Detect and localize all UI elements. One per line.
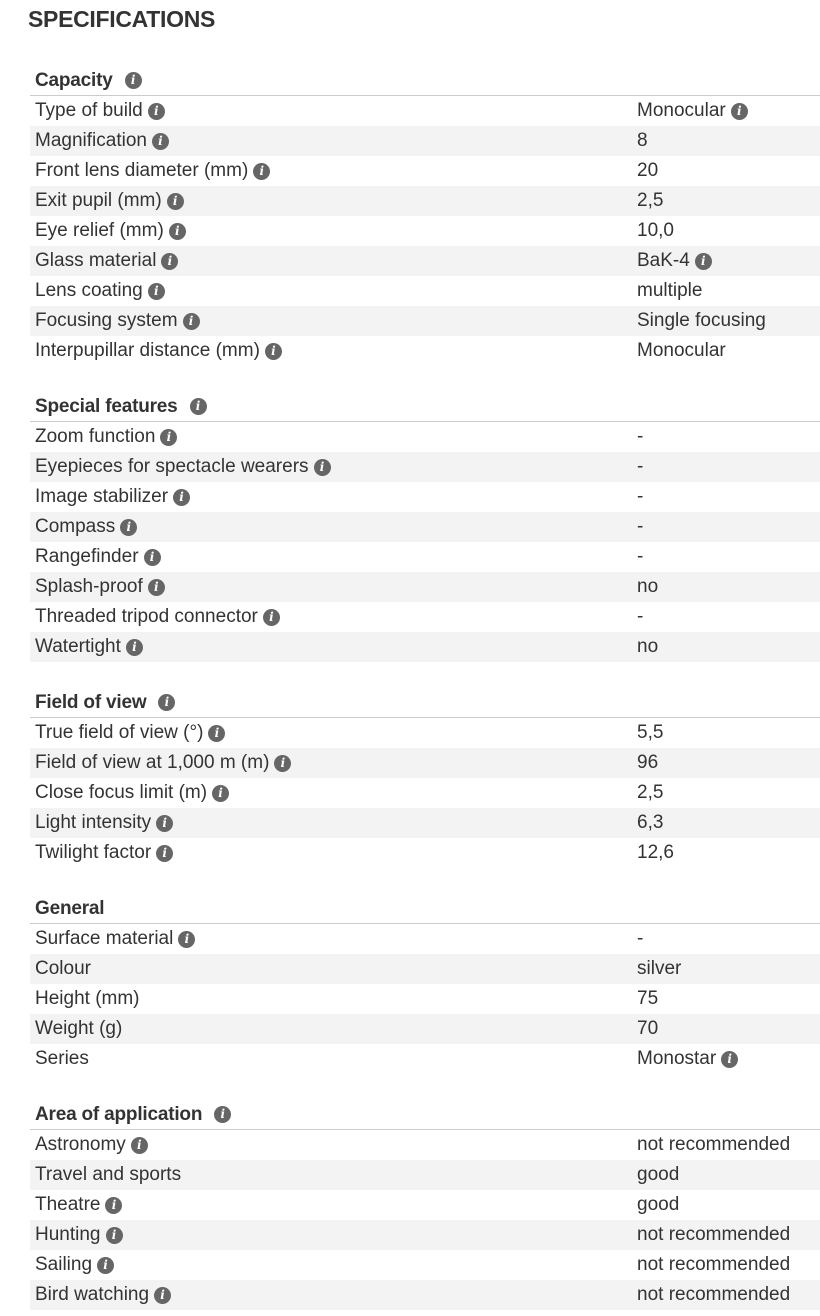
spec-value-text: not recommended bbox=[637, 1254, 791, 1275]
info-icon[interactable]: i bbox=[152, 133, 169, 150]
info-icon[interactable]: i bbox=[125, 72, 142, 89]
spec-label bbox=[30, 456, 637, 478]
info-icon[interactable]: i bbox=[253, 163, 270, 180]
info-icon[interactable]: i bbox=[167, 193, 184, 210]
spec-row-front-lens-diameter-mm bbox=[30, 156, 820, 186]
spec-row-true-field-of-view bbox=[30, 718, 820, 748]
spec-value bbox=[637, 426, 820, 448]
section-general bbox=[30, 894, 820, 1074]
spec-row-bird-watching bbox=[30, 1280, 820, 1310]
spec-value bbox=[637, 1224, 820, 1246]
spec-row-close-focus-limit-m bbox=[30, 778, 820, 808]
spec-label-text: Focusing system bbox=[35, 310, 178, 331]
spec-label-text: Front lens diameter (mm) bbox=[35, 160, 249, 181]
spec-row-series bbox=[30, 1044, 820, 1074]
spec-label bbox=[30, 1164, 637, 1186]
info-icon[interactable]: i bbox=[126, 639, 143, 656]
spec-label-text: Exit pupil (mm) bbox=[35, 190, 162, 211]
info-icon[interactable]: i bbox=[212, 785, 229, 802]
info-icon[interactable]: i bbox=[144, 549, 161, 566]
section-special-features bbox=[30, 392, 820, 662]
spec-row-magnification bbox=[30, 126, 820, 156]
spec-row-weight-g bbox=[30, 1014, 820, 1044]
spec-label bbox=[30, 100, 637, 122]
spec-label-text: Series bbox=[35, 1048, 89, 1069]
info-icon[interactable]: i bbox=[160, 429, 177, 446]
spec-label bbox=[30, 1224, 637, 1246]
info-icon[interactable]: i bbox=[263, 609, 280, 626]
spec-label bbox=[30, 752, 637, 774]
spec-label-text: Astronomy bbox=[35, 1134, 126, 1155]
info-icon[interactable]: i bbox=[131, 1137, 148, 1154]
spec-label bbox=[30, 486, 637, 508]
spec-row-lens-coating bbox=[30, 276, 820, 306]
spec-row-rangefinder bbox=[30, 542, 820, 572]
info-icon[interactable]: i bbox=[105, 1197, 122, 1214]
page-title: SPECIFICATIONS bbox=[28, 6, 216, 32]
spec-value-text: - bbox=[637, 606, 644, 627]
section-title: Area of application bbox=[35, 1103, 203, 1125]
spec-value-text: Monostar bbox=[637, 1048, 717, 1069]
spec-value bbox=[637, 842, 820, 864]
spec-row-surface-material bbox=[30, 924, 820, 954]
spec-value bbox=[637, 1194, 820, 1216]
spec-table bbox=[30, 924, 820, 1074]
spec-value-text: good bbox=[637, 1164, 680, 1185]
spec-value-text: good bbox=[637, 1194, 680, 1215]
spec-label bbox=[30, 190, 637, 212]
spec-value-text: no bbox=[637, 576, 659, 597]
section-header bbox=[30, 894, 820, 924]
info-icon[interactable]: i bbox=[156, 815, 173, 832]
spec-value bbox=[637, 928, 820, 950]
info-icon[interactable]: i bbox=[148, 103, 165, 120]
spec-row-interpupillar-distance-mm bbox=[30, 336, 820, 366]
spec-row-height-mm bbox=[30, 984, 820, 1014]
spec-value-text: not recommended bbox=[637, 1284, 791, 1305]
spec-label bbox=[30, 1048, 637, 1070]
spec-value bbox=[637, 340, 820, 362]
spec-label-text: Compass bbox=[35, 516, 116, 537]
info-icon[interactable]: i bbox=[190, 398, 207, 415]
spec-row-field-of-view-at-1-000-m-m bbox=[30, 748, 820, 778]
spec-value bbox=[637, 546, 820, 568]
spec-row-astronomy bbox=[30, 1130, 820, 1160]
spec-value-text: 96 bbox=[637, 752, 659, 773]
spec-value-text: 8 bbox=[637, 130, 648, 151]
spec-row-theatre bbox=[30, 1190, 820, 1220]
spec-value-text: - bbox=[637, 546, 644, 567]
spec-row-splash-proof bbox=[30, 572, 820, 602]
info-icon[interactable]: i bbox=[173, 489, 190, 506]
spec-label bbox=[30, 1284, 637, 1306]
spec-label-text: Interpupillar distance (mm) bbox=[35, 340, 260, 361]
spec-value-text: - bbox=[637, 426, 644, 447]
spec-row-glass-material bbox=[30, 246, 820, 276]
spec-label bbox=[30, 516, 637, 538]
spec-row-watertight bbox=[30, 632, 820, 662]
spec-label bbox=[30, 1018, 637, 1040]
spec-label bbox=[30, 988, 637, 1010]
spec-value bbox=[637, 250, 820, 272]
spec-value-text: not recommended bbox=[637, 1224, 791, 1245]
spec-value bbox=[637, 1284, 820, 1306]
spec-row-zoom-function bbox=[30, 422, 820, 452]
section-area-of-application bbox=[30, 1100, 820, 1310]
spec-label bbox=[30, 722, 637, 744]
info-icon[interactable]: i bbox=[731, 103, 748, 120]
spec-value-text: 6,3 bbox=[637, 812, 664, 833]
spec-value-text: - bbox=[637, 486, 644, 507]
spec-row-eyepieces-for-spectacle-wearers bbox=[30, 452, 820, 482]
spec-value-text: Monocular bbox=[637, 340, 726, 361]
info-icon[interactable]: i bbox=[158, 694, 175, 711]
spec-label bbox=[30, 782, 637, 804]
spec-value bbox=[637, 606, 820, 628]
section-capacity bbox=[30, 66, 820, 366]
spec-label-text: Splash-proof bbox=[35, 576, 143, 597]
spec-label bbox=[30, 220, 637, 242]
spec-value-text: Single focusing bbox=[637, 310, 766, 331]
spec-value-text: 75 bbox=[637, 988, 659, 1009]
spec-value-text: - bbox=[637, 928, 644, 949]
info-icon[interactable]: i bbox=[148, 283, 165, 300]
spec-row-sailing bbox=[30, 1250, 820, 1280]
spec-label-text: Threaded tripod connector bbox=[35, 606, 258, 627]
info-icon[interactable]: i bbox=[274, 755, 291, 772]
spec-label bbox=[30, 546, 637, 568]
spec-value bbox=[637, 1048, 820, 1070]
spec-value bbox=[637, 130, 820, 152]
info-icon[interactable]: i bbox=[97, 1257, 114, 1274]
spec-label-text: Surface material bbox=[35, 928, 174, 949]
info-icon[interactable]: i bbox=[148, 579, 165, 596]
spec-value bbox=[637, 636, 820, 658]
spec-label-text: Hunting bbox=[35, 1224, 101, 1245]
spec-value bbox=[637, 486, 820, 508]
spec-label bbox=[30, 1194, 637, 1216]
spec-label-text: Bird watching bbox=[35, 1284, 150, 1305]
spec-value-text: not recommended bbox=[637, 1134, 791, 1155]
spec-label-text: Light intensity bbox=[35, 812, 152, 833]
spec-value-text: 20 bbox=[637, 160, 659, 181]
info-icon[interactable]: i bbox=[721, 1051, 738, 1068]
spec-label bbox=[30, 310, 637, 332]
info-icon[interactable]: i bbox=[178, 931, 195, 948]
section-header bbox=[30, 66, 820, 96]
section-header bbox=[30, 1100, 820, 1130]
spec-row-travel-and-sports bbox=[30, 1160, 820, 1190]
spec-value-text: 2,5 bbox=[637, 190, 664, 211]
spec-label bbox=[30, 130, 637, 152]
spec-value bbox=[637, 190, 820, 212]
spec-value-text: no bbox=[637, 636, 659, 657]
spec-label-text: Height (mm) bbox=[35, 988, 140, 1009]
spec-value-text: - bbox=[637, 456, 644, 477]
spec-label-text: Zoom function bbox=[35, 426, 156, 447]
spec-value bbox=[637, 576, 820, 598]
info-icon[interactable]: i bbox=[154, 1287, 171, 1304]
section-field-of-view bbox=[30, 688, 820, 868]
info-icon[interactable]: i bbox=[161, 253, 178, 270]
spec-value bbox=[637, 988, 820, 1010]
spec-label bbox=[30, 842, 637, 864]
spec-value bbox=[637, 1134, 820, 1156]
spec-label-text: Watertight bbox=[35, 636, 121, 657]
info-icon[interactable]: i bbox=[106, 1227, 123, 1244]
spec-value bbox=[637, 958, 820, 980]
info-icon[interactable]: i bbox=[120, 519, 137, 536]
spec-row-twilight-factor bbox=[30, 838, 820, 868]
spec-row-image-stabilizer bbox=[30, 482, 820, 512]
spec-label bbox=[30, 928, 637, 950]
spec-table bbox=[30, 1130, 820, 1310]
spec-table bbox=[30, 718, 820, 868]
spec-value-text: multiple bbox=[637, 280, 703, 301]
spec-label-text: Eye relief (mm) bbox=[35, 220, 164, 241]
spec-label-text: Magnification bbox=[35, 130, 147, 151]
spec-row-eye-relief-mm bbox=[30, 216, 820, 246]
spec-value bbox=[637, 1164, 820, 1186]
spec-label bbox=[30, 160, 637, 182]
spec-label-text: Field of view at 1,000 m (m) bbox=[35, 752, 270, 773]
info-icon[interactable]: i bbox=[214, 1106, 231, 1123]
spec-row-colour bbox=[30, 954, 820, 984]
spec-label-text: Glass material bbox=[35, 250, 157, 271]
spec-value-text: 12,6 bbox=[637, 842, 674, 863]
spec-value-text: - bbox=[637, 516, 644, 537]
spec-label bbox=[30, 606, 637, 628]
spec-value bbox=[637, 100, 820, 122]
spec-value bbox=[637, 752, 820, 774]
spec-value bbox=[637, 160, 820, 182]
spec-table bbox=[30, 422, 820, 662]
spec-label bbox=[30, 426, 637, 448]
spec-row-compass bbox=[30, 512, 820, 542]
spec-value bbox=[637, 280, 820, 302]
section-header bbox=[30, 392, 820, 422]
spec-label bbox=[30, 340, 637, 362]
spec-label-text: Eyepieces for spectacle wearers bbox=[35, 456, 309, 477]
info-icon[interactable]: i bbox=[208, 725, 225, 742]
spec-value-text: BaK-4 bbox=[637, 250, 690, 271]
spec-value bbox=[637, 722, 820, 744]
spec-value bbox=[637, 812, 820, 834]
spec-label bbox=[30, 1134, 637, 1156]
spec-label-text: Twilight factor bbox=[35, 842, 152, 863]
spec-value bbox=[637, 782, 820, 804]
section-title: Capacity bbox=[35, 69, 113, 91]
spec-value-text: 10,0 bbox=[637, 220, 674, 241]
spec-label bbox=[30, 1254, 637, 1276]
spec-row-focusing-system bbox=[30, 306, 820, 336]
section-title: General bbox=[35, 897, 105, 919]
spec-label bbox=[30, 576, 637, 598]
spec-value bbox=[637, 310, 820, 332]
spec-label bbox=[30, 250, 637, 272]
spec-label-text: Theatre bbox=[35, 1194, 101, 1215]
spec-label bbox=[30, 958, 637, 980]
spec-label-text: Image stabilizer bbox=[35, 486, 169, 507]
spec-value bbox=[637, 1254, 820, 1276]
info-icon[interactable]: i bbox=[169, 223, 186, 240]
spec-row-threaded-tripod-connector bbox=[30, 602, 820, 632]
section-title: Field of view bbox=[35, 691, 147, 713]
spec-value bbox=[637, 220, 820, 242]
info-icon[interactable]: i bbox=[695, 253, 712, 270]
spec-row-light-intensity bbox=[30, 808, 820, 838]
spec-label bbox=[30, 280, 637, 302]
spec-table bbox=[30, 96, 820, 366]
info-icon[interactable]: i bbox=[156, 845, 173, 862]
spec-label-text: Lens coating bbox=[35, 280, 143, 301]
section-header bbox=[30, 688, 820, 718]
spec-value-text: 2,5 bbox=[637, 782, 664, 803]
info-icon[interactable]: i bbox=[265, 343, 282, 360]
spec-value bbox=[637, 516, 820, 538]
spec-value-text: silver bbox=[637, 958, 682, 979]
spec-value-text: Monocular bbox=[637, 100, 726, 121]
spec-value bbox=[637, 1018, 820, 1040]
spec-row-hunting bbox=[30, 1220, 820, 1250]
spec-value-text: 5,5 bbox=[637, 722, 664, 743]
spec-label-text: Colour bbox=[35, 958, 91, 979]
spec-label-text: Travel and sports bbox=[35, 1164, 182, 1185]
spec-label-text: Sailing bbox=[35, 1254, 93, 1275]
spec-row-type-of-build bbox=[30, 96, 820, 126]
section-title: Special features bbox=[35, 395, 178, 417]
spec-label-text: Weight (g) bbox=[35, 1018, 123, 1039]
spec-label bbox=[30, 812, 637, 834]
spec-label bbox=[30, 636, 637, 658]
spec-label-text: Rangefinder bbox=[35, 546, 139, 567]
spec-value bbox=[637, 456, 820, 478]
info-icon[interactable]: i bbox=[314, 459, 331, 476]
spec-row-exit-pupil-mm bbox=[30, 186, 820, 216]
spec-label-text: Close focus limit (m) bbox=[35, 782, 208, 803]
spec-label-text: Type of build bbox=[35, 100, 143, 121]
spec-value-text: 70 bbox=[637, 1018, 659, 1039]
info-icon[interactable]: i bbox=[183, 313, 200, 330]
spec-label-text: True field of view (°) bbox=[35, 722, 204, 743]
